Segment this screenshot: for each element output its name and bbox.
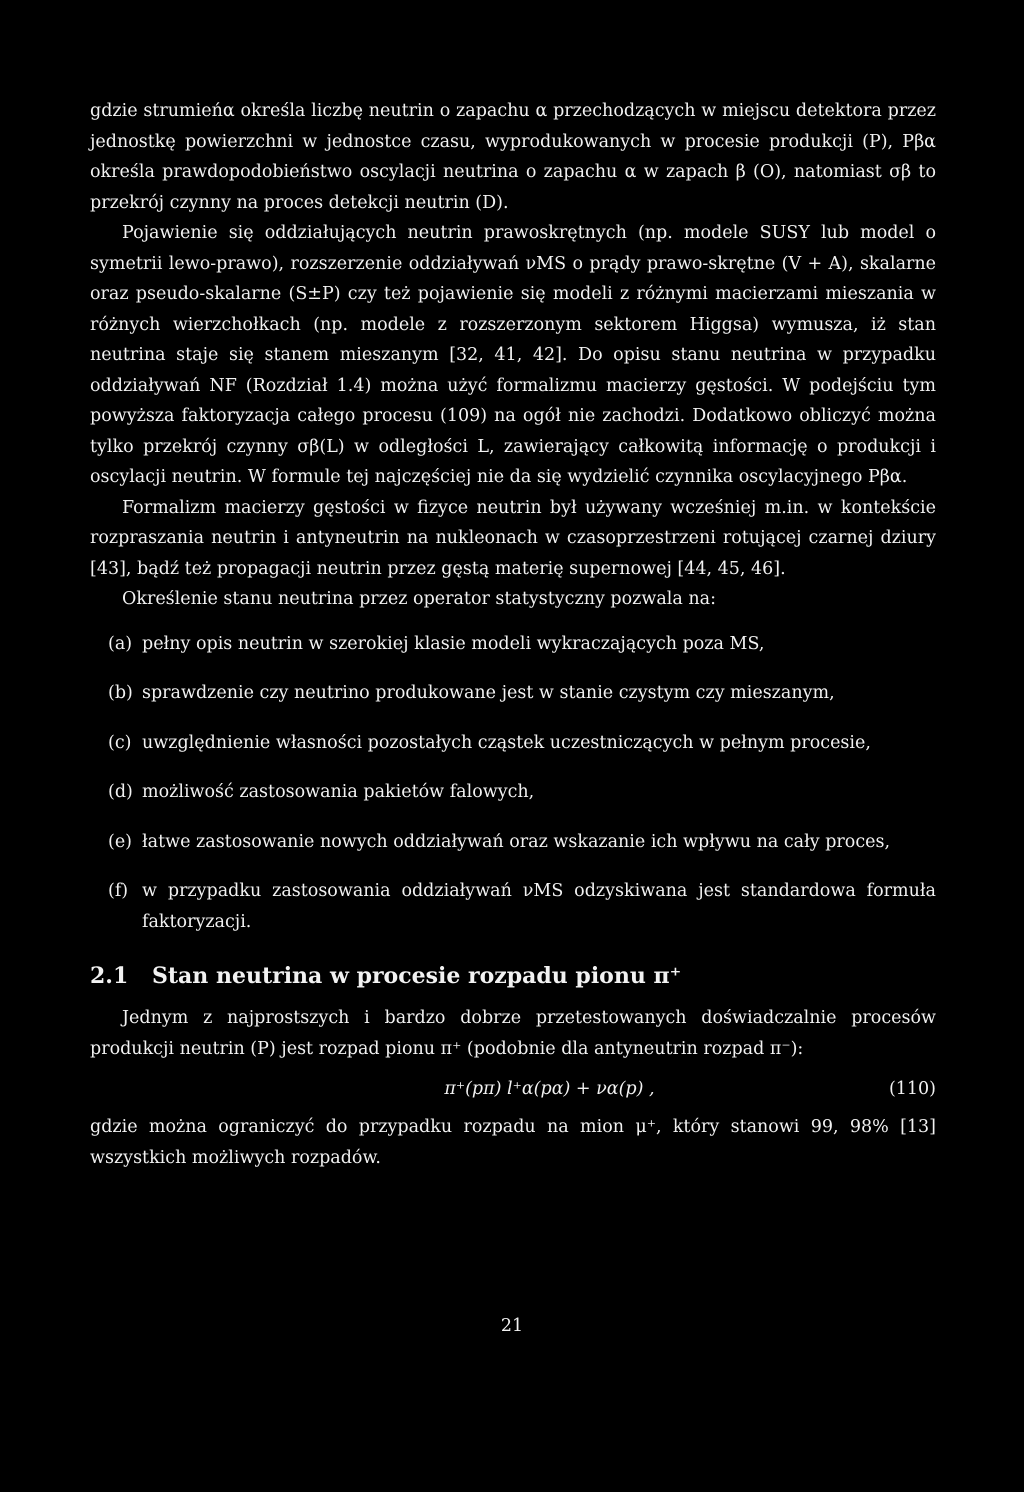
section-heading [90, 959, 936, 993]
list-item-text: pełny opis neutrin w szerokiej klasie modeli wykraczających poza MS, [142, 633, 765, 654]
list-item-text: łatwe zastosowanie nowych oddziaływań oraz wskazanie ich wpływu na cały proces, [142, 831, 891, 852]
section-number: 2.1 [90, 963, 129, 989]
page-body [90, 96, 936, 1173]
list-marker: (a) [108, 633, 133, 654]
page-number: 21 [500, 1316, 524, 1336]
list-item [90, 876, 936, 937]
equation-label: (110) [888, 1079, 936, 1099]
list-item-text: uwzględnienie własności pozostałych cząstek uczestniczących w pełnym procesie, [142, 732, 871, 753]
paragraph-pion-decay: Jednym z najprostszych i bardzo dobrze przetestowanych doświadczalnie procesów produkcji neutrin (P) jest rozpad pionu π⁺ (podobnie dla antyneutrin rozpad π⁻): [90, 1008, 936, 1059]
paragraph-muon-decay: gdzie można ograniczyć do przypadku rozpadu na mion μ⁺, który stanowi 99, 98% [13] wszystkich możliwych rozpadów. [90, 1117, 936, 1168]
advantages-list [90, 629, 936, 938]
paragraph-intro: gdzie strumieńα określa liczbę neutrin o zapachu α przechodzących w miejscu detektora przez jednostkę powierzchni w jednostce czasu, wyprodukowanych w procesie produkcji (P), Pβα określa prawdopodobieństwo oscylacji neutrina o zapachu α w zapach β (O), natomiast σβ to przekrój czynny na proces detekcji neutrin (D). [90, 101, 936, 213]
equation-110 [90, 1072, 936, 1106]
list-item-text: sprawdzenie czy neutrino produkowane jest w stanie czystym czy mieszanym, [142, 683, 835, 703]
paragraph-density-matrix: Formalizm macierzy gęstości w fizyce neutrin był używany wcześniej m.in. w kontekście rozpraszania neutrin i antyneutrin na nukleonach w czasoprzestrzeni rotującej czarnej dziury [43], bądź też propagacji neutrin przez gęstą materię supernowej [44, 45, 46]. [90, 497, 936, 579]
section-title: Stan neutrina w procesie rozpadu pionu π⁺ [152, 963, 682, 989]
list-item [90, 728, 936, 759]
list-marker: (b) [108, 683, 133, 703]
list-item [90, 629, 936, 660]
list-marker: (c) [108, 732, 132, 753]
list-marker: (d) [108, 782, 133, 802]
list-item [90, 827, 936, 858]
list-item [90, 678, 936, 709]
paragraph-right-handed-neutrinos: Pojawienie się oddziałujących neutrin prawoskrętnych (np. modele SUSY lub model o symetrii lewo-prawo), rozszerzenie oddziaływań νMS o prądy prawo-skrętne (V + A), skalarne oraz pseudo-skalarne (S±P) czy też pojawienie się modeli z różnymi macierzami mieszania w różnych wierzchołkach (np. modele z rozszerzonym sektorem Higgsa) wymusza, iż stan neutrina staje się stanem mieszanym [32, 41, 42]. Do opisu stanu neutrina w przypadku oddziaływań NF (Rozdział 1.4) można użyć formalizmu macierzy gęstości. W podejściu tym powyższa faktoryzacja całego procesu (109) na ogół nie zachodzi. Dodatkowo obliczyć można tylko przekrój czynny σβ(L) w odległości L, zawierający całkowitą informację o produkcji i oscylacji neutrin. W formule tej najczęściej nie da się wydzielić czynnika oscylacyjnego Pβα. [90, 223, 936, 487]
list-marker: (e) [108, 831, 133, 852]
equation-formula: π⁺(pπ) l⁺α(pα) + να(p) , [444, 1079, 655, 1099]
paragraph-statistical-operator: Określenie stanu neutrina przez operator statystyczny pozwala na: [122, 589, 716, 609]
list-item-text: w przypadku zastosowania oddziaływań νMS odzyskiwana jest standardowa formuła faktoryzacji. [142, 881, 936, 932]
list-item-text: możliwość zastosowania pakietów falowych, [142, 782, 535, 802]
list-item [90, 777, 936, 808]
list-marker: (f) [108, 881, 129, 901]
